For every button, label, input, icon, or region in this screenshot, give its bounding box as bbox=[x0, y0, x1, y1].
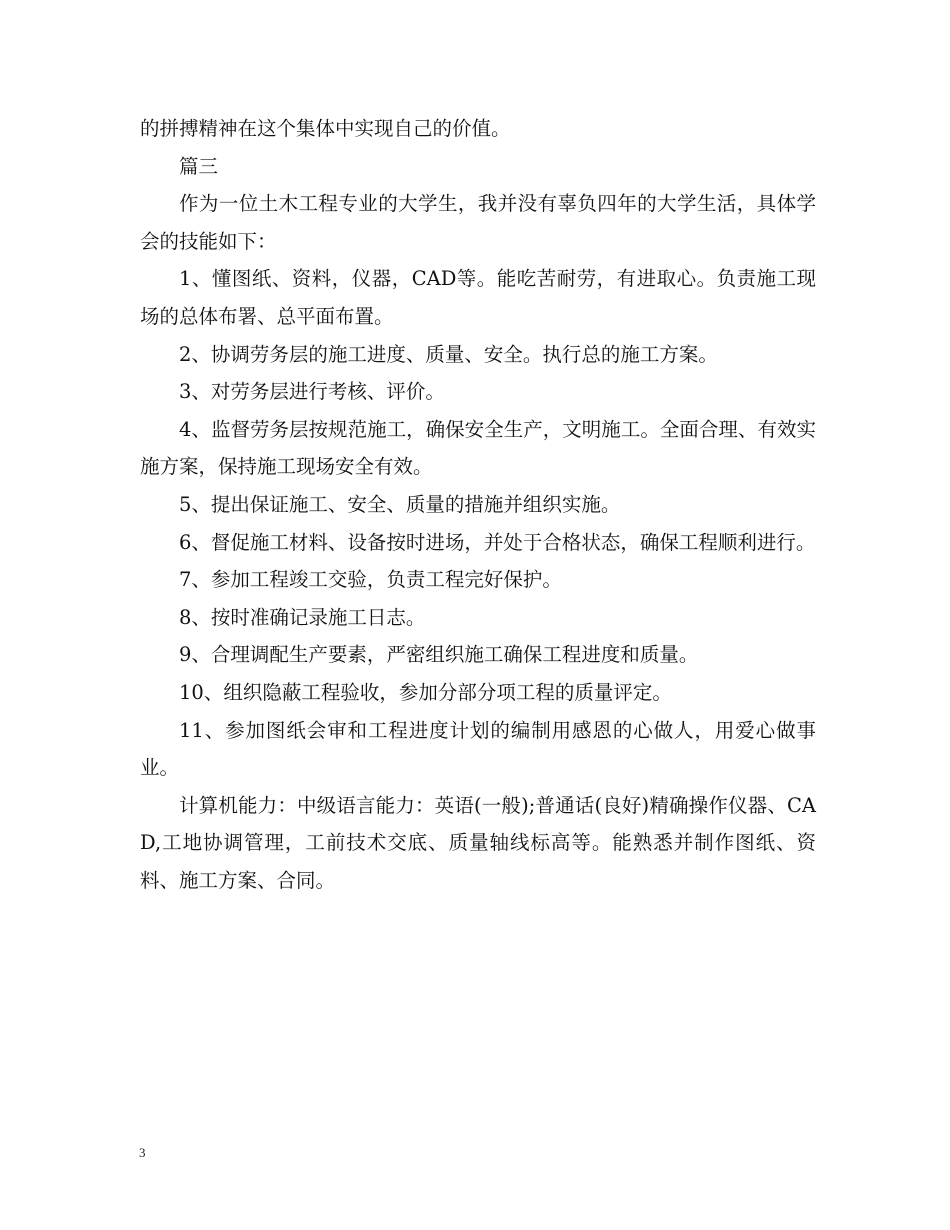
body-text bbox=[140, 110, 816, 899]
section-heading-pian-san: 篇三 bbox=[179, 154, 219, 178]
list-item-11: 11、参加图纸会审和工程进度计划的编制用感恩的心做人，用爱心做事业。 bbox=[140, 718, 816, 780]
paragraph-computer-skills: 计算机能力：中级语言能力：英语(一般);普通话(良好)精确操作仪器、CAD,工地协调管理，工前技术交底、质量轴线标高等。能熟悉并制作图纸、资料、施工方案、合同。 bbox=[140, 793, 816, 892]
list-item-8: 8、按时准确记录施工日志。 bbox=[179, 605, 426, 629]
list-item-5: 5、提出保证施工、安全、质量的措施并组织实施。 bbox=[179, 492, 621, 516]
list-item-10: 10、组织隐蔽工程验收，参加分部分项工程的质量评定。 bbox=[179, 680, 672, 704]
list-item-2: 2、协调劳务层的施工进度、质量、安全。执行总的施工方案。 bbox=[179, 342, 718, 366]
list-item-6: 6、督促施工材料、设备按时进场，并处于合格状态，确保工程顺利进行。 bbox=[179, 530, 816, 554]
list-item-1: 1、懂图纸、资料，仪器，CAD等。能吃苦耐劳，有进取心。负责施工现场的总体布署、总平面布置。 bbox=[140, 267, 816, 328]
list-item-4: 4、监督劳务层按规范施工，确保安全生产，文明施工。全面合理、有效实施方案，保持施工现场安全有效。 bbox=[140, 417, 816, 479]
list-item-7: 7、参加工程竣工交验，负责工程完好保护。 bbox=[179, 568, 562, 592]
page-number: 3 bbox=[139, 1145, 146, 1160]
list-item-9: 9、合理调配生产要素，严密组织施工确保工程进度和质量。 bbox=[179, 643, 699, 667]
paragraph-intro: 作为一位土木工程专业的大学生，我并没有辜负四年的大学生活，具体学会的技能如下： bbox=[140, 192, 816, 253]
list-item-3: 3、对劳务层进行考核、评价。 bbox=[179, 380, 445, 404]
paragraph-continuation: 的拼搏精神在这个集体中实现自己的价值。 bbox=[140, 117, 511, 140]
